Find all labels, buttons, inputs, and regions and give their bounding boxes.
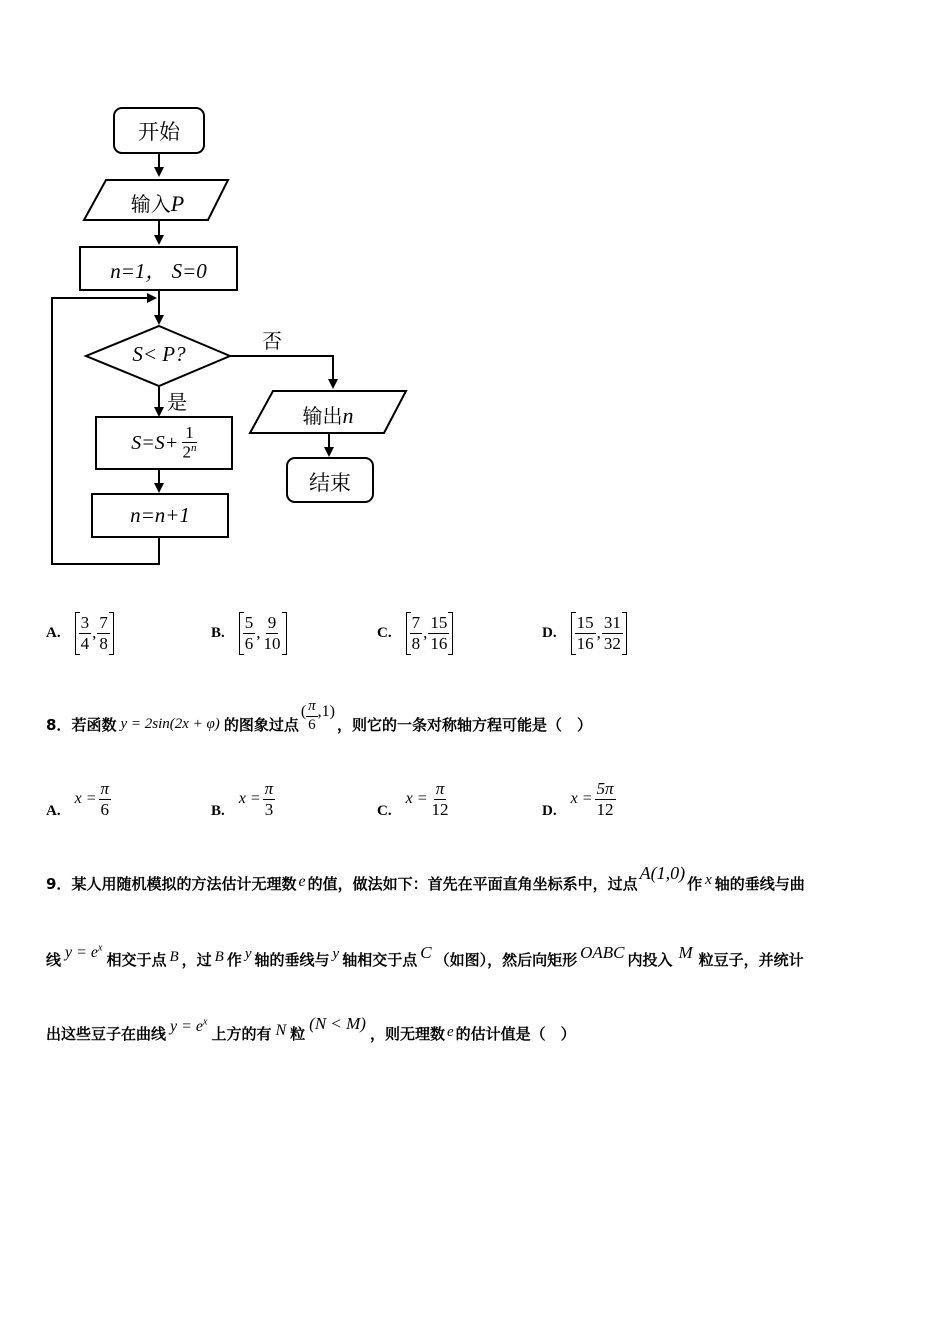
q9-line-1 — [46, 860, 805, 894]
q9-b-2: B — [214, 949, 224, 965]
end-label: 结束 — [309, 471, 351, 495]
update-s-den: 2 — [182, 442, 191, 462]
numerator: 5π — [596, 779, 614, 798]
denominator: 4 — [80, 633, 90, 653]
q9-b: B — [169, 949, 179, 965]
no-label: 否 — [262, 329, 282, 353]
q9-condition: (N < M) — [309, 1014, 366, 1033]
option-letter: A. — [46, 624, 61, 641]
condition-label: S< P? — [132, 342, 186, 366]
denominator: 8 — [411, 633, 421, 653]
update-n-label: n=n+1 — [130, 503, 190, 527]
output-text: 输出 — [302, 404, 343, 428]
numerator: π — [264, 779, 274, 798]
fraction — [428, 614, 449, 653]
q7-option-b[interactable] — [211, 612, 287, 655]
input-label — [100, 188, 215, 217]
q9-text-2d: 作 — [226, 951, 242, 969]
input-var: P — [170, 191, 185, 216]
comma: , — [92, 622, 97, 642]
fraction — [410, 614, 423, 653]
interval-bracket — [406, 612, 454, 655]
q9-oabc: OABC — [580, 943, 625, 962]
q9-number: 9． — [46, 875, 72, 893]
init-label: n=1， S=0 — [110, 259, 207, 283]
update-s-label — [96, 417, 232, 469]
output-var: n — [342, 403, 354, 428]
option-letter: C. — [377, 802, 392, 819]
option-lhs: x = — [74, 790, 97, 808]
denominator: 32 — [603, 633, 621, 653]
output-label — [262, 400, 394, 429]
fraction — [99, 780, 112, 819]
q9-x: x — [705, 872, 712, 888]
comma: , — [256, 622, 261, 642]
q9-curve-exp: x — [203, 1016, 208, 1028]
q9-e: e — [298, 873, 306, 890]
yes-label: 是 — [167, 390, 187, 414]
q7-option-d[interactable] — [542, 612, 627, 655]
update-s-fraction — [182, 424, 197, 461]
denominator: 12 — [596, 799, 614, 819]
option-lhs: x = — [238, 790, 261, 808]
fraction — [243, 614, 256, 653]
update-s-left: S=S+ — [131, 431, 179, 454]
q9-curve-exp: x — [98, 942, 103, 954]
q8-point — [301, 699, 335, 734]
q9-text-1c: 作 — [687, 875, 703, 893]
option-lhs: x = — [405, 790, 428, 808]
q8-point-fraction — [306, 699, 318, 734]
input-text: 输入 — [130, 192, 171, 216]
fraction — [97, 614, 110, 653]
q9-text-2e: 轴的垂线与 — [254, 951, 330, 969]
q8-option-d[interactable] — [542, 780, 616, 819]
numerator: 15 — [430, 613, 448, 632]
fraction — [263, 780, 276, 819]
numerator: 7 — [411, 613, 421, 632]
q9-curve-base: y = e — [170, 1018, 204, 1035]
q9-text-2h: 内投入 — [627, 951, 673, 969]
fraction — [430, 780, 451, 819]
q9-y: y — [244, 946, 252, 962]
q8-option-c[interactable] — [377, 780, 451, 819]
denominator: 6 — [308, 716, 316, 733]
denominator: 10 — [263, 633, 281, 653]
denominator: 16 — [430, 633, 448, 653]
option-lhs: x = — [570, 790, 593, 808]
q9-text-2i: 粒豆子，并统计 — [698, 951, 804, 969]
q9-text-3e: 的估计值是（ ） — [455, 1025, 576, 1043]
q9-m: M — [678, 943, 693, 962]
q8-text-2: 的图象过点 — [223, 715, 299, 734]
q9-curve-base: y = e — [65, 944, 99, 961]
option-letter: A. — [46, 802, 61, 819]
q9-curve-2 — [170, 1016, 207, 1036]
numerator: 7 — [99, 613, 108, 632]
q8-stem — [46, 696, 592, 752]
numerator: 15 — [576, 613, 594, 632]
option-letter: C. — [377, 624, 392, 641]
numerator: 5 — [244, 613, 254, 632]
update-s-num: 1 — [182, 424, 197, 443]
q9-c: C — [420, 943, 432, 962]
fraction — [602, 614, 623, 653]
q9-text-3a: 出这些豆子在曲线 — [46, 1025, 167, 1043]
q8-point-close: ,1) — [317, 702, 335, 720]
q9-text-2a: 线 — [46, 951, 62, 969]
q8-function: y = 2sin(2x + φ) — [120, 715, 220, 732]
comma: , — [423, 622, 428, 642]
q8-text-3: ，则它的一条对称轴方程可能是（ ） — [337, 715, 593, 734]
denominator: 6 — [100, 799, 110, 819]
q9-e-2: e — [446, 1024, 454, 1040]
option-letter: B. — [211, 802, 225, 819]
q9-line-2 — [46, 936, 804, 970]
start-label: 开始 — [138, 120, 180, 144]
denominator: 16 — [576, 633, 594, 653]
comma: , — [596, 622, 601, 642]
q8-point-open: ( — [300, 702, 307, 720]
denominator: 12 — [431, 799, 449, 819]
q9-text-1a: 某人用随机模拟的方法估计无理数 — [71, 875, 297, 893]
fraction — [262, 614, 283, 653]
q9-text-3b: 上方的有 — [211, 1025, 272, 1043]
q8-text-1: 若函数 — [71, 715, 117, 734]
q9-curve — [65, 942, 102, 962]
q9-line-3 — [46, 1010, 576, 1044]
q9-text-2c: ，过 — [181, 951, 212, 969]
update-s-den-wrap — [183, 443, 197, 461]
interval-bracket — [75, 612, 114, 655]
q9-text-2b: 相交于点 — [106, 951, 167, 969]
q9-text-1b: 的值，做法如下：首先在平面直角坐标系中，过点 — [307, 875, 638, 893]
option-letter: D. — [542, 802, 557, 819]
fraction — [575, 614, 596, 653]
q9-text-2f: 轴相交于点 — [342, 951, 418, 969]
q8-option-b[interactable] — [211, 780, 275, 819]
option-letter: B. — [211, 624, 225, 641]
option-letter: D. — [542, 624, 557, 641]
numerator: 9 — [267, 613, 277, 632]
interval-bracket — [571, 612, 627, 655]
interval-bracket — [239, 612, 287, 655]
numerator: 31 — [603, 613, 621, 632]
numerator: π — [100, 779, 110, 798]
q9-text-1d: 轴的垂线与曲 — [714, 875, 805, 893]
q8-option-a[interactable] — [46, 780, 111, 819]
denominator: 8 — [99, 633, 108, 653]
denominator: 3 — [264, 799, 274, 819]
q9-text-2g: （如图），然后向矩形 — [434, 951, 578, 969]
q9-point-a: A(1,0) — [639, 863, 686, 883]
numerator: π — [306, 699, 318, 717]
q7-option-c[interactable] — [377, 612, 453, 655]
update-s-exp: n — [191, 442, 197, 455]
q9-text-3c: 粒 — [290, 1025, 306, 1043]
numerator: 3 — [80, 613, 90, 632]
fraction — [79, 614, 92, 653]
numerator: π — [435, 779, 445, 798]
q7-option-a[interactable] — [46, 612, 114, 655]
fraction — [595, 780, 616, 819]
q9-text-3d: ，则无理数 — [369, 1025, 445, 1043]
q9-n: N — [275, 1022, 287, 1039]
q8-number: 8． — [46, 715, 72, 734]
q9-y-2: y — [332, 946, 340, 962]
denominator: 6 — [244, 633, 254, 653]
